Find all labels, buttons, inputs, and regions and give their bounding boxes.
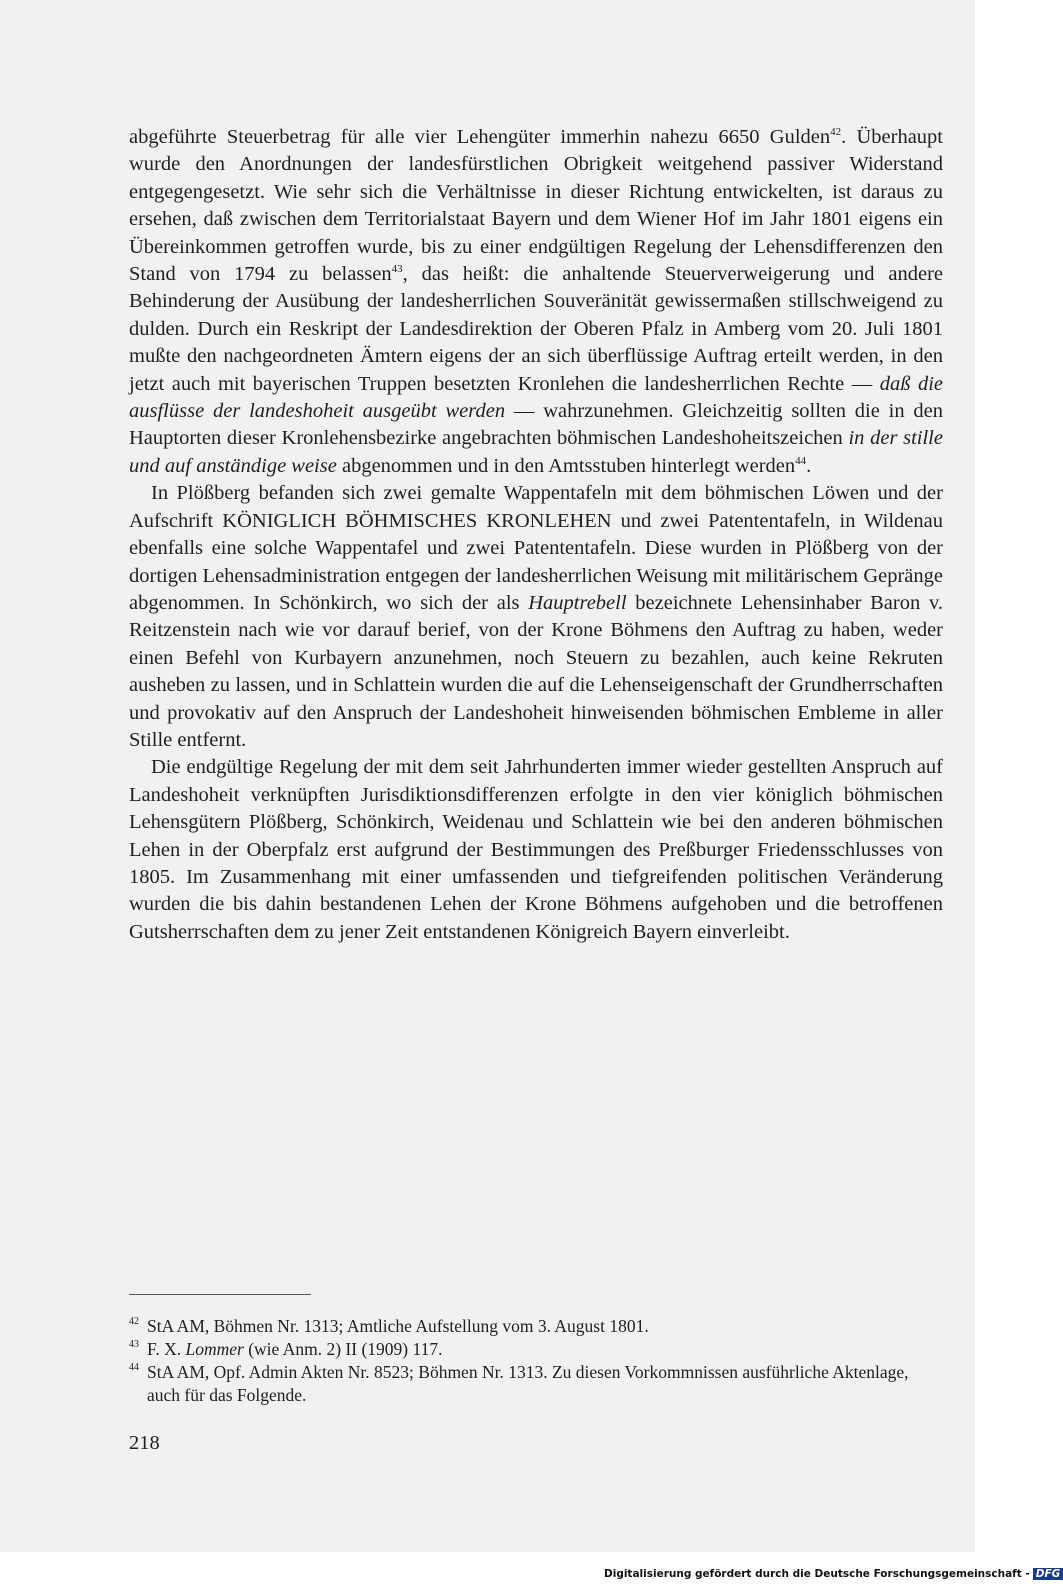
italic-text: in der stille und auf anständige weise (129, 427, 943, 477)
footnotes (129, 1315, 943, 1407)
paragraph (129, 480, 943, 754)
footnote (129, 1338, 943, 1361)
text-run: StA AM, Opf. Admin Akten Nr. 8523; Böhmen Nr. 1313. Zu diesen Vorkommnissen ausführliche Aktenlage, auch für das Folgende. (147, 1362, 909, 1405)
italic-text: daß die ausflüsse der landeshoheit ausgeübt werden (129, 372, 943, 423)
footnote-number: 44 (129, 1362, 139, 1373)
text-run: (wie Anm. 2) II (1909) 117. (243, 1339, 443, 1359)
text-run: — wahrzunehmen. Gleichzeitig sollten die in den Hauptorten dieser Kronlehensbezirke angebrachten böhmischen Landeshoheitszeichen (129, 400, 943, 450)
paragraph (129, 124, 943, 480)
text-run: In Plößberg befanden sich zwei gemalte Wappentafeln mit dem böhmischen Löwen und der Aufschrift KÖNIGLICH BÖHMISCHES KRONLEHEN und zwei Patententafeln, in Wildenau ebenfalls eine solche Wappentafel und zwei Patententafeln. Diese wurden in Plößberg von der dortigen Lehensadministration entgegen der landesherrlichen Weisung mit militärischem Gepränge abgenommen. In Schönkirch, wo sich der als (129, 482, 943, 614)
credit-text: Digitalisierung gefördert durch die Deutsche Forschungsgemeinschaft - (604, 1568, 1030, 1580)
text-run: StA AM, Böhmen Nr. 1313; Amtliche Aufstellung vom 3. August 1801. (147, 1316, 649, 1336)
text-run: . (806, 454, 812, 477)
footnote-reference: 42 (830, 126, 842, 139)
text-run: Die endgültige Regelung der mit dem seit Jahrhunderten immer wieder gestellten Anspruch auf Landeshoheit verknüpften Jurisdiktionsdifferenzen erfolgte in den vier königlich böhmischen Lehensgütern Plößberg, Schönkirch, Weidenau und Schlattein wie bei den anderen böhmischen Lehen in der Oberpfalz erst aufgrund der Bestimmungen des Preßburger Friedensschlusses von 1805. Im Zusammenhang mit einer umfassenden und tiefgreifenden politischen Veränderung wurden die bis dahin bestandenen Lehen der Krone Böhmens aufgehoben und die betroffenen Gutsherrschaften dem zu jener Zeit entstandenen Königreich Bayern einverleibt. (129, 756, 943, 943)
footnote-text (147, 1315, 943, 1338)
text-run: abgenommen und in den Amtsstuben hinterlegt werden (336, 454, 796, 477)
text-run: abgeführte Steuerbetrag für alle vier Lehengüter immerhin nahezu 6650 Gulden (129, 126, 831, 148)
footnote-text (147, 1338, 943, 1361)
footnote-reference: 43 (391, 263, 403, 276)
italic-text: Lommer (185, 1339, 244, 1359)
paragraph (129, 754, 943, 946)
footnote-text (147, 1361, 943, 1407)
footnote-number: 43 (129, 1339, 139, 1350)
text-run: F. X. (147, 1339, 186, 1359)
digitization-credit (604, 1568, 1063, 1580)
italic-text: Hauptrebell (528, 591, 627, 614)
page-number: 218 (129, 1432, 160, 1454)
footnote-separator (129, 1294, 311, 1295)
footnote-number: 42 (129, 1316, 139, 1327)
footnote-reference: 44 (795, 455, 807, 468)
dfg-logo: DFG (1033, 1568, 1063, 1580)
text-run: . Überhaupt wurde den Anordnungen der landesfürstlichen Obrigkeit weitgehend passiver Widerstand entgegengesetzt. Wie sehr sich die Verhältnisse in dieser Richtung entwickelten, ist daraus zu ersehen, daß zwischen dem Territorialstaat Bayern und dem Wiener Hof im Jahr 1801 eigens ein Übereinkommen getroffen wurde, bis zu einer endgültigen Regelung der Lehensdifferenzen den Stand von 1794 zu belassen (129, 126, 944, 286)
text-run: bezeichnete Lehensinhaber Baron v. Reitzenstein nach wie vor darauf berief, von der Krone Böhmens den Auftrag zu haben, weder einen Befehl von Kurbayern anzunehmen, noch Steuern zu bezahlen, auch keine Rekruten ausheben zu lassen, und in Schlattein wurden die auf die Lehenseigenschaft der Grundherrschaften und provokativ auf den Anspruch der Landeshoheit hinweisenden böhmischen Embleme in aller Stille entfernt. (129, 591, 943, 751)
main-text (129, 124, 943, 946)
footnote (129, 1361, 943, 1407)
footnote (129, 1315, 943, 1338)
text-run: , das heißt: die anhaltende Steuerverweigerung und andere Behinderung der Ausübung der landesherrlichen Souveränität gewissermaßen stillschweigend zu dulden. Durch ein Reskript der Landesdirektion der Oberen Pfalz in Amberg vom 20. Juli 1801 mußte den nachgeordneten Ämtern eigens der an sich überflüssige Auftrag erteilt werden, in den jetzt auch mit bayerischen Truppen besetzten Kronlehen die landesherrlichen Rechte — (129, 263, 943, 395)
